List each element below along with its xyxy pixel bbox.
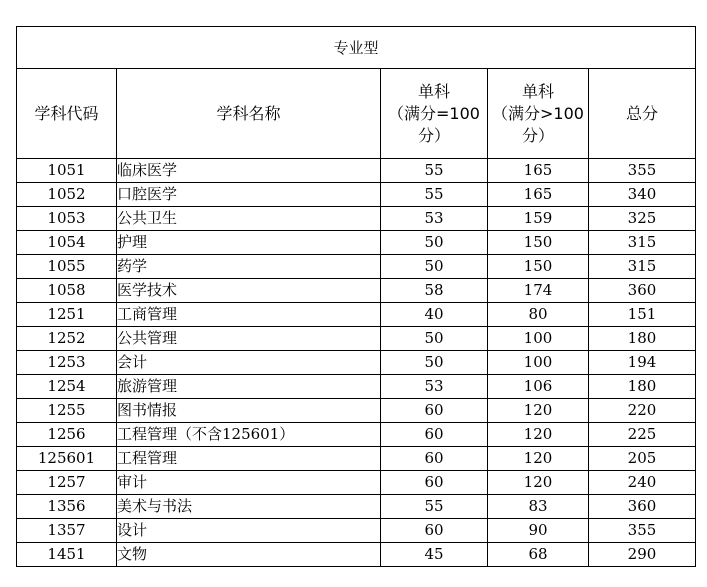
cell-name: 旅游管理 xyxy=(117,375,381,399)
cell-total: 151 xyxy=(589,303,696,327)
table-row xyxy=(17,423,696,447)
table-row xyxy=(17,207,696,231)
table-row xyxy=(17,231,696,255)
cell-total: 360 xyxy=(589,279,696,303)
cell-single-over-100: 174 xyxy=(488,279,589,303)
cell-name: 审计 xyxy=(117,471,381,495)
table-row xyxy=(17,279,696,303)
cell-total: 205 xyxy=(589,447,696,471)
cell-single-over-100: 165 xyxy=(488,183,589,207)
header-single-100-line1: 单科 xyxy=(417,81,450,101)
cell-name: 药学 xyxy=(117,255,381,279)
header-single-100 xyxy=(381,69,488,159)
cell-single-100: 60 xyxy=(381,471,488,495)
cell-single-100: 58 xyxy=(381,279,488,303)
header-code: 学科代码 xyxy=(17,69,117,159)
cell-name: 公共卫生 xyxy=(117,207,381,231)
cell-single-over-100: 165 xyxy=(488,159,589,183)
cell-total: 360 xyxy=(589,495,696,519)
cell-single-over-100: 100 xyxy=(488,351,589,375)
cell-single-over-100: 120 xyxy=(488,423,589,447)
cell-code: 1054 xyxy=(17,231,117,255)
cell-code: 1051 xyxy=(17,159,117,183)
cell-single-over-100: 68 xyxy=(488,543,589,567)
header-single-over-100-line3: 分） xyxy=(521,125,554,145)
cell-name: 护理 xyxy=(117,231,381,255)
cell-single-100: 50 xyxy=(381,327,488,351)
cell-total: 194 xyxy=(589,351,696,375)
cell-single-100: 60 xyxy=(381,519,488,543)
cell-single-over-100: 120 xyxy=(488,447,589,471)
table-row xyxy=(17,495,696,519)
cell-code: 1253 xyxy=(17,351,117,375)
cell-name: 医学技术 xyxy=(117,279,381,303)
cell-single-100: 60 xyxy=(381,399,488,423)
cell-code: 1254 xyxy=(17,375,117,399)
cell-name: 临床医学 xyxy=(117,159,381,183)
table-row xyxy=(17,327,696,351)
table-row xyxy=(17,183,696,207)
cell-code: 125601 xyxy=(17,447,117,471)
cell-code: 1053 xyxy=(17,207,117,231)
cell-name: 图书情报 xyxy=(117,399,381,423)
cell-code: 1256 xyxy=(17,423,117,447)
table-row xyxy=(17,351,696,375)
cell-code: 1251 xyxy=(17,303,117,327)
table-row xyxy=(17,519,696,543)
cell-total: 180 xyxy=(589,375,696,399)
cell-total: 180 xyxy=(589,327,696,351)
cell-code: 1257 xyxy=(17,471,117,495)
cell-name: 美术与书法 xyxy=(117,495,381,519)
cell-code: 1255 xyxy=(17,399,117,423)
table-row xyxy=(17,159,696,183)
cell-name: 公共管理 xyxy=(117,327,381,351)
section-title: 专业型 xyxy=(17,27,696,69)
cell-single-over-100: 80 xyxy=(488,303,589,327)
cell-single-100: 50 xyxy=(381,255,488,279)
cell-name: 文物 xyxy=(117,543,381,567)
cell-single-100: 60 xyxy=(381,447,488,471)
cell-total: 315 xyxy=(589,255,696,279)
cell-single-100: 55 xyxy=(381,183,488,207)
cell-single-100: 53 xyxy=(381,207,488,231)
header-single-100-line3: 分） xyxy=(417,125,450,145)
cell-single-over-100: 150 xyxy=(488,231,589,255)
table-row xyxy=(17,399,696,423)
cell-total: 315 xyxy=(589,231,696,255)
cell-total: 355 xyxy=(589,159,696,183)
cell-code: 1451 xyxy=(17,543,117,567)
cell-code: 1055 xyxy=(17,255,117,279)
header-name: 学科名称 xyxy=(117,69,381,159)
cell-total: 240 xyxy=(589,471,696,495)
cell-single-100: 50 xyxy=(381,351,488,375)
cell-total: 220 xyxy=(589,399,696,423)
cell-name: 口腔医学 xyxy=(117,183,381,207)
cell-code: 1357 xyxy=(17,519,117,543)
cell-single-100: 60 xyxy=(381,423,488,447)
cell-name: 设计 xyxy=(117,519,381,543)
cell-single-100: 53 xyxy=(381,375,488,399)
header-row xyxy=(17,69,696,159)
header-total: 总分 xyxy=(589,69,696,159)
cell-single-100: 55 xyxy=(381,159,488,183)
cell-code: 1252 xyxy=(17,327,117,351)
cell-name: 工程管理（不含125601） xyxy=(117,423,381,447)
cell-code: 1058 xyxy=(17,279,117,303)
table-row xyxy=(17,303,696,327)
table-row xyxy=(17,375,696,399)
header-single-over-100-line2: （满分>100 xyxy=(492,103,584,123)
section-title-row xyxy=(17,27,696,69)
cell-name: 工程管理 xyxy=(117,447,381,471)
table-row xyxy=(17,543,696,567)
header-single-over-100 xyxy=(488,69,589,159)
cell-single-over-100: 83 xyxy=(488,495,589,519)
cell-single-over-100: 159 xyxy=(488,207,589,231)
cell-name: 工商管理 xyxy=(117,303,381,327)
cell-single-over-100: 100 xyxy=(488,327,589,351)
cell-total: 225 xyxy=(589,423,696,447)
cell-code: 1052 xyxy=(17,183,117,207)
score-table xyxy=(16,26,696,567)
cell-single-100: 45 xyxy=(381,543,488,567)
cell-total: 355 xyxy=(589,519,696,543)
cell-total: 325 xyxy=(589,207,696,231)
cell-single-over-100: 120 xyxy=(488,471,589,495)
cell-total: 340 xyxy=(589,183,696,207)
cell-code: 1356 xyxy=(17,495,117,519)
header-single-over-100-line1: 单科 xyxy=(521,81,554,101)
table-row xyxy=(17,447,696,471)
cell-name: 会计 xyxy=(117,351,381,375)
cell-single-over-100: 90 xyxy=(488,519,589,543)
cell-single-100: 55 xyxy=(381,495,488,519)
cell-single-100: 40 xyxy=(381,303,488,327)
cell-single-over-100: 120 xyxy=(488,399,589,423)
cell-single-over-100: 106 xyxy=(488,375,589,399)
cell-single-over-100: 150 xyxy=(488,255,589,279)
cell-single-100: 50 xyxy=(381,231,488,255)
table-row xyxy=(17,255,696,279)
header-single-100-line2: （满分=100 xyxy=(388,103,480,123)
table-row xyxy=(17,471,696,495)
cell-total: 290 xyxy=(589,543,696,567)
